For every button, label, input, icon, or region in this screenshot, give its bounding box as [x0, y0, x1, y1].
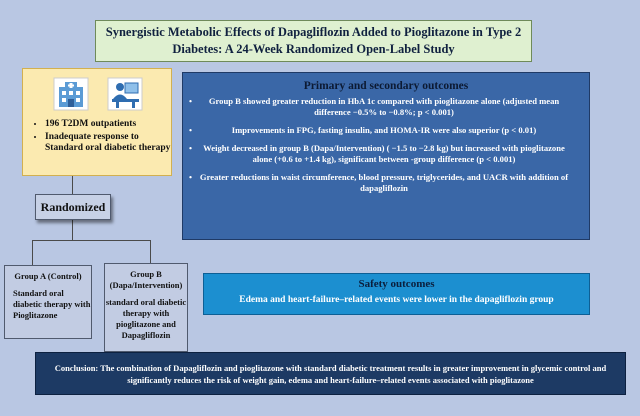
safety-heading: Safety outcomes — [358, 278, 435, 290]
population-box — [22, 68, 172, 176]
group-a-heading: Group A (Control) — [14, 271, 82, 281]
connector-line — [72, 220, 73, 240]
group-a-box — [4, 265, 92, 339]
connector-line — [150, 240, 151, 263]
connector-line — [72, 176, 73, 194]
outcome-item: • Improvements in FPG, fasting insulin, and HOMA-IR were also superior (p < 0.01) — [199, 125, 569, 136]
outcome-item: • Greater reductions in waist circumference, blood pressure, triglycerides, and UACR with addition of dapagliflozin — [199, 172, 569, 194]
conclusion-box: Conclusion: The combination of Dapagliflozin and pioglitazone with standard diabetic treatment results in greater improvement in glycemic control and significantly reduces the risk of weight gain, edema and heart-failure–related events associated with pioglitazone — [35, 352, 626, 395]
randomized-box: Randomized — [35, 194, 111, 220]
connector-line — [32, 240, 150, 241]
outcomes-box — [182, 72, 590, 240]
connector-line — [32, 240, 33, 265]
outcome-item: • Group B showed greater reduction in HbA 1c compared with pioglitazone alone (adjusted mean difference −0.5% to −0.8%; p < 0.001) — [199, 96, 569, 118]
group-b-body: standard oral diabetic therapy with pioglitazone and Dapagliflozin — [105, 297, 187, 340]
group-b-heading: Group B (Dapa/Intervention) — [109, 269, 183, 290]
page-title: Synergistic Metabolic Effects of Dapagliflozin Added to Pioglitazone in Type 2 Diabetes: A 24-Week Randomized Open-Label Study — [95, 20, 532, 62]
outcome-item: • Weight decreased in group B (Dapa/Intervention) ( −1.5 to −2.8 kg) but increased with pioglitazone alone (+0.6 to +1.4 kg), significant between -group difference (p < 0.001) — [199, 143, 569, 165]
group-b-box — [104, 263, 188, 352]
population-item: • 196 T2DM outpatients — [45, 119, 175, 130]
doctor-consultation-icon — [107, 77, 143, 111]
population-item: • Inadequate response to Standard oral diabetic therapy — [45, 132, 175, 154]
group-a-body: Standard oral diabetic therapy with Pioglitazone — [13, 288, 91, 320]
hospital-icon — [53, 77, 89, 111]
safety-box — [203, 273, 590, 315]
safety-text: Edema and heart-failure–related events were lower in the dapagliflozin group — [239, 295, 554, 305]
outcomes-heading: Primary and secondary outcomes — [303, 80, 469, 92]
